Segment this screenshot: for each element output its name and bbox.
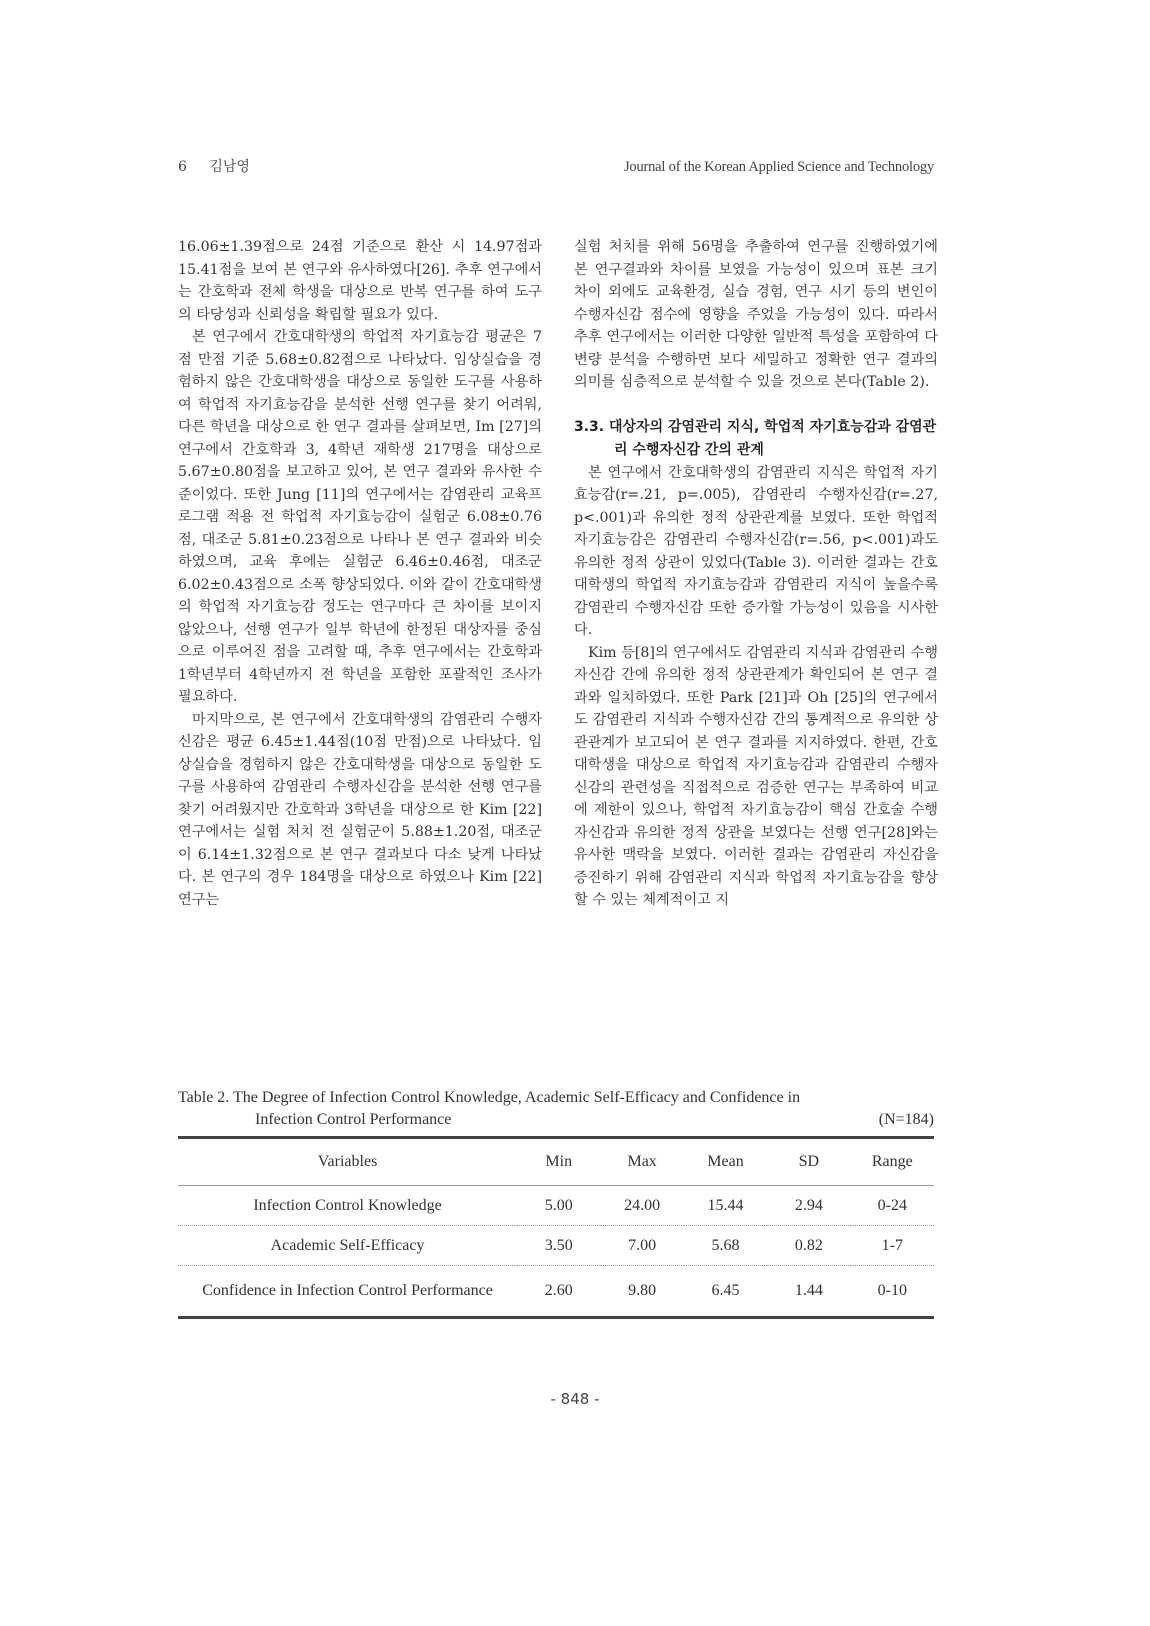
- paragraph: 본 연구에서 간호대학생의 학업적 자기효능감 평균은 7점 만점 기준 5.68±0.82점으로 나타났다. 임상실습을 경험하지 않은 간호대학생을 대상으로 동일한 도구를 사용하여 학업적 자기효능감을 분석한 선행 연구를 찾기 어려워, 다른 학년을 대상으로 한 연구 결과를 살펴보면, Im [27]의 연구에서 간호학과 3, 4학년 재학생 217명을 대상으로 5.67±0.80점을 보고하고 있어, 본 연구 결과와 유사한 수준이었다. 또한 Jung [11]의 연구에서는 감염관리 교육프로그램 적용 전 학업적 자기효능감이 실험군 6.08±0.76점, 대조군 5.81±0.23점으로 나타나 본 연구 결과와 비슷하였으며, 교육 후에는 실험군 6.46±0.46점, 대조군 6.02±0.43점으로 소폭 향상되었다. 이와 같이 간호대학생의 학업적 자기효능감 정도는 연구마다 큰 차이를 보이지 않았으나, 선행 연구가 일부 학년에 한정된 대상자를 중심으로 이루어진 점을 고려할 때, 추후 연구에서는 간호학과 1학년부터 4학년까지 전 학년을 포함한 포괄적인 조사가 필요하다.: [178, 329, 542, 705]
- cell-min: 3.50: [517, 1226, 600, 1266]
- page-number-footer: - 848 -: [550, 1390, 600, 1408]
- paragraph: 실험 처치를 위해 56명을 추출하여 연구를 진행하였기에 본 연구결과와 차이를 보였을 가능성이 있으며 표본 크기 차이 외에도 교육환경, 실습 경험, 연구 시기 등의 변인이 수행자신감 점수에 영향을 주었을 가능성이 있다. 따라서 추후 연구에서는 이러한 다양한 일반적 특성을 포함하여 다변량 분석을 수행하면 보다 세밀하고 정확한 연구 결과의 의미를 심층적으로 분석할 수 있을 것으로 본다(Table 2).: [574, 239, 938, 390]
- column-header-variables: Variables: [178, 1138, 517, 1186]
- cell-sd: 0.82: [767, 1226, 850, 1266]
- paragraph: Kim 등[8]의 연구에서도 감염관리 지식과 감염관리 수행자신감 간에 유의한 정적 상관관계가 확인되어 본 연구 결과와 일치하였다. 또한 Park [21]과 Oh [25]의 연구에서도 감염관리 지식과 수행자신감 간의 통계적으로 유의한 상관관계가 보고되어 본 연구 결과를 지지하였다. 한편, 간호대학생을 대상으로 학업적 자기효능감과 감염관리 수행자신감의 관련성을 직접적으로 검증한 연구는 부족하여 비교에 제한이 있으나, 학업적 자기효능감이 핵심 간호술 수행자신감과 유의한 정적 상관을 보였다는 선행 연구[28]와는 유사한 맥락을 보였다. 이러한 결과는 감염관리 자신감을 증진하기 위해 감염관리 지식과 학업적 자기효능감을 향상할 수 있는 체계적이고 지: [574, 644, 938, 908]
- cell-variable: Infection Control Knowledge: [253, 1196, 442, 1214]
- paragraph: 16.06±1.39점으로 24점 기준으로 환산 시 14.97점과 15.41점을 보여 본 연구와 유사하였다[26]. 추후 연구에서는 간호학과 전체 학생을 대상으로 반복 연구를 하여 도구의 타당성과 신뢰성을 확립할 필요가 있다.: [178, 239, 542, 323]
- column-header-sd: SD: [767, 1138, 850, 1186]
- column-header-range: Range: [851, 1138, 934, 1186]
- sample-size: (N=184): [878, 1111, 934, 1128]
- cell-mean: 5.68: [684, 1226, 767, 1266]
- caption-line-2: [178, 1109, 934, 1131]
- cell-max: 9.80: [600, 1266, 683, 1318]
- caption-continuation: Infection Control Performance: [255, 1111, 452, 1128]
- cell-sd: 2.94: [794, 1196, 823, 1214]
- cell-sd: 1.44: [767, 1266, 850, 1318]
- statistics-table: [178, 1136, 934, 1319]
- column-header-max: Max: [600, 1138, 683, 1186]
- running-header: [178, 156, 934, 176]
- cell-max: 24.00: [624, 1196, 661, 1214]
- column-header-mean: Mean: [684, 1138, 767, 1186]
- author-name: 김남영: [209, 159, 250, 175]
- table-header-row: [178, 1138, 934, 1186]
- caption-line-1: Table 2. The Degree of Infection Control Knowledge, Academic Self-Efficacy and Confidence in: [178, 1089, 801, 1106]
- cell-max: 7.00: [600, 1226, 683, 1266]
- table-caption: [178, 1087, 934, 1131]
- table-row: [178, 1226, 934, 1266]
- cell-range: 1-7: [851, 1226, 934, 1266]
- cell-variable: Academic Self-Efficacy: [178, 1226, 517, 1266]
- section-heading: 3.3. 대상자의 감염관리 지식, 학업적 자기효능감과 감염관리 수행자신감 간의 관계: [574, 418, 937, 458]
- cell-min: 2.60: [517, 1266, 600, 1318]
- left-column: [178, 236, 542, 911]
- cell-range: 0-24: [877, 1196, 907, 1214]
- journal-title: Journal of the Korean Applied Science and Technology: [623, 159, 934, 175]
- cell-min: 5.00: [544, 1196, 573, 1214]
- column-header-min: Min: [517, 1138, 600, 1186]
- paragraph: 마지막으로, 본 연구에서 간호대학생의 감염관리 수행자신감은 평균 6.45±1.44점(10점 만점)으로 나타났다. 임상실습을 경험하지 않은 간호대학생을 대상으로 동일한 도구를 사용하여 감염관리 수행자신감을 분석한 선행 연구를 찾기 어려웠지만 간호학과 3학년을 대상으로 한 Kim [22] 연구에서는 실험 처치 전 실험군이 5.88±1.20점, 대조군이 6.14±1.32점으로 본 연구 결과보다 다소 낮게 나타났다. 본 연구의 경우 184명을 대상으로 하였으나 Kim [22] 연구는: [178, 711, 542, 908]
- cell-mean: 6.45: [684, 1266, 767, 1318]
- header-left: [178, 156, 268, 176]
- cell-range: 0-10: [851, 1266, 934, 1318]
- right-column: [574, 236, 938, 912]
- paragraph: 본 연구에서 간호대학생의 감염관리 지식은 학업적 자기효능감(r=.21, p=.005), 감염관리 수행자신감(r=.27, p<.001)과 유의한 정적 상관관계를 보였다. 또한 학업적 자기효능감은 감염관리 수행자신감(r=.56, p<.001)과도 유의한 정적 상관이 있었다(Table 3). 이러한 결과는 간호대학생의 학업적 자기효능감과 감염관리 지식이 높을수록 감염관리 수행자신감 또한 증가할 가능성이 있음을 시사한다.: [574, 464, 938, 638]
- page-number-header: 6: [178, 159, 187, 175]
- cell-mean: 15.44: [707, 1196, 744, 1214]
- table-row: [178, 1186, 934, 1226]
- cell-variable: Confidence in Infection Control Performance: [178, 1266, 517, 1318]
- table-row: [178, 1266, 934, 1318]
